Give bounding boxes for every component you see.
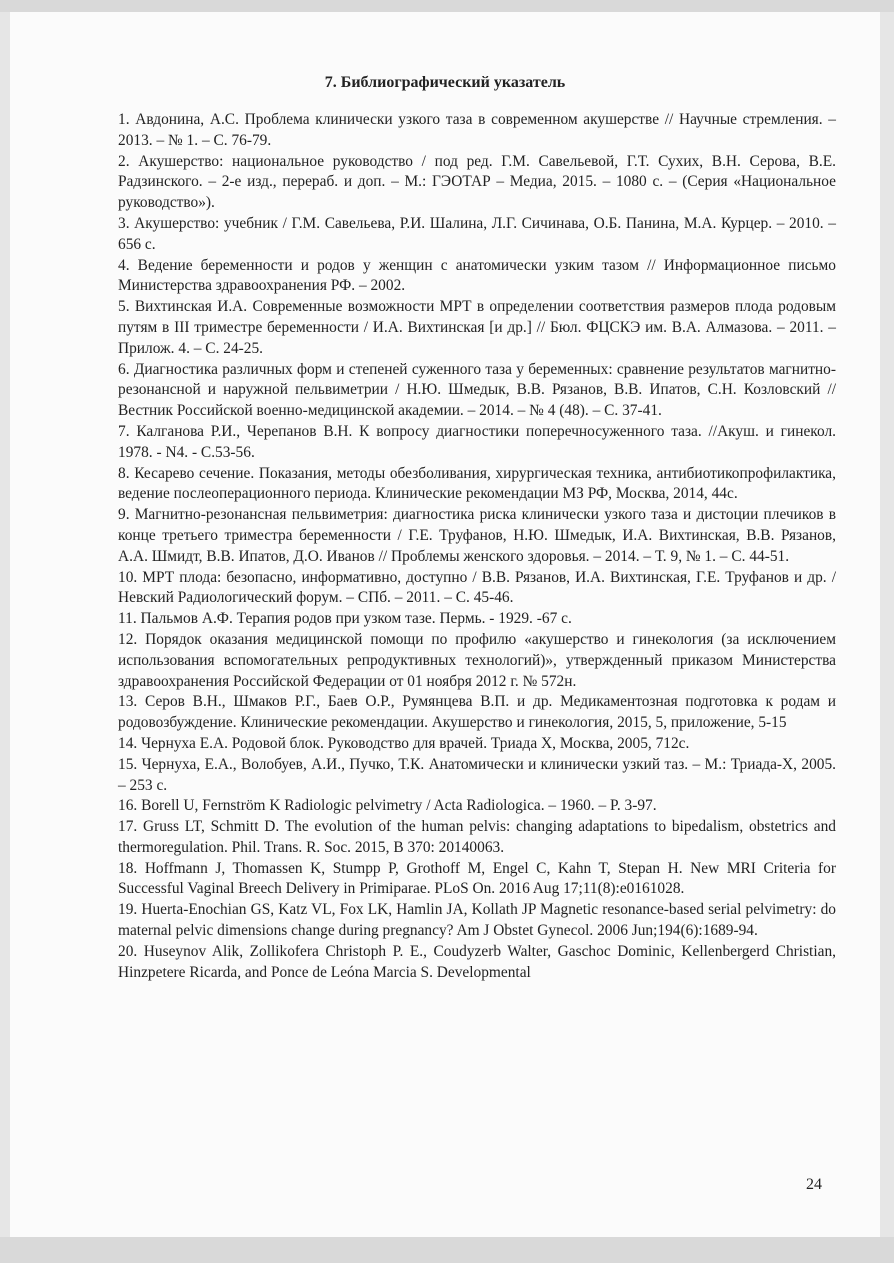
bibliography-entry: 11. Пальмов А.Ф. Терапия родов при узком тазе. Пермь. - 1929. -67 с. [118, 610, 572, 628]
bibliography-list [118, 110, 836, 983]
bibliography-entry: 1. Авдонина, А.С. Проблема клинически узкого таза в современном акушерстве // Научные стремления. – 2013. – № 1. – С. 76-79. [118, 111, 836, 149]
bibliography-entry: 5. Вихтинская И.А. Современные возможности МРТ в определении соответствия размеров плода родовым путям в III триместре беременности / И.А. Вихтинская [и др.] // Бюл. ФЦСКЭ им. В.А. Алмазова. – 2011. – Прилож. 4. – С. 24-25. [118, 298, 836, 357]
bibliography-entry: 12. Порядок оказания медицинской помощи по профилю «акушерство и гинекология (за исключением использования вспомогательных репродуктивных технологий)», утвержденный приказом Министерства здравоохранения Российской Федерации от 01 ноября 2012 г. № 572н. [118, 630, 836, 690]
section-heading: 7. Библиографический указатель [324, 74, 566, 91]
document-page [10, 12, 880, 1237]
bibliography-entry: 4. Ведение беременности и родов у женщин с анатомически узким тазом // Информационное письмо Министерства здравоохранения РФ. – 2002. [118, 256, 836, 295]
bibliography-entry: 7. Калганова Р.И., Черепанов В.Н. К вопросу диагностики поперечносуженного таза. //Акуш. и гинекол. 1978. - N4. - С.53-56. [118, 422, 836, 461]
bibliography-entry: 19. Huerta-Enochian GS, Katz VL, Fox LK, Hamlin JA, Kollath JP Magnetic resonance-based serial pelvimetry: do maternal pelvic dimensions change during pregnancy? Am J Obstet Gynecol. 2006 Jun;194(6):1689-94. [118, 901, 836, 940]
bibliography-entry: 17. Gruss LT, Schmitt D. The evolution of the human pelvis: changing adaptations to bipedalism, obstetrics and thermoregulation. Phil. Trans. R. Soc. 2015, B 370: 20140063. [118, 818, 836, 856]
bibliography-entry: 20. Huseynov Alik, Zollikofera Christoph P. E., Coudyzerb Walter, Gaschoc Dominic, Kellenbergerd Christian, Hinzpetere Ricarda, and Ponce de Leóna Marcia S. Developmental [118, 942, 836, 981]
scan-top-margin [0, 0, 894, 12]
scan-bottom-margin [0, 1237, 894, 1263]
bibliography-entry: 16. Borell U, Fernström K Radiologic pelvimetry / Acta Radiologica. – 1960. – P. 3-97. [118, 797, 657, 815]
bibliography-entry: 10. МРТ плода: безопасно, информативно, доступно / В.В. Рязанов, И.А. Вихтинская, Г.Е. Труфанов и др. / Невский Радиологический форум. – СПб. – 2011. – С. 45-46. [118, 568, 836, 607]
bibliography-entry: 8. Кесарево сечение. Показания, методы обезболивания, хирургическая техника, антибиотикопрофилактика, ведение послеоперационного периода. Клинические рекомендации МЗ РФ, Москва, 2014, 44с. [118, 464, 836, 503]
bibliography-entry: 6. Диагностика различных форм и степеней суженного таза у беременных: сравнение результатов магнитно-резонансной и наружной пельвиметрии / Н.Ю. Шмедык, В.В. Рязанов, В.В. Ипатов, С.Н. Козловский // Вестник Российской военно-медицинской академии. – 2014. – № 4 (48). – С. 37-41. [118, 360, 836, 420]
bibliography-entry: 18. Hoffmann J, Thomassen K, Stumpp P, Grothoff M, Engel C, Kahn T, Stepan H. New MRI Criteria for Successful Vaginal Breech Delivery in Primiparae. PLoS On. 2016 Aug 17;11(8):e0161028. [118, 859, 836, 898]
bibliography-entry: 15. Чернуха, Е.А., Волобуев, А.И., Пучко, Т.К. Анатомически и клинически узкий таз. – М.: Триада-Х, 2005. – 253 с. [118, 755, 836, 794]
page-number: 24 [806, 1176, 822, 1193]
bibliography-entry: 2. Акушерство: национальное руководство / под ред. Г.М. Савельевой, Г.Т. Сухих, В.Н. Серова, В.Е. Радзинского. – 2-е изд., перераб. и доп. – М.: ГЭОТАР – Медиа, 2015. – 1080 с. – (Серия «Национальное руководство»). [118, 152, 836, 212]
bibliography-entry: 14. Чернуха Е.А. Родовой блок. Руководство для врачей. Триада Х, Москва, 2005, 712с. [118, 734, 690, 752]
bibliography-entry: 13. Серов В.Н., Шмаков Р.Г., Баев О.Р., Румянцева В.П. и др. Медикаментозная подготовка к родам и родовозбуждение. Клинические рекомендации. Акушерство и гинекология, 2015, 5, приложение, 5-15 [118, 693, 836, 732]
bibliography-entry: 9. Магнитно-резонансная пельвиметрия: диагностика риска клинически узкого таза и дистоции плечиков в конце третьего триместра беременности / Г.Е. Труфанов, Н.Ю. Шмедык, И.А. Вихтинская, В.В. Рязанов, А.А. Шмидт, В.В. Ипатов, Д.О. Иванов // Проблемы женского здоровья. – 2014. – Т. 9, № 1. – С. 44-51. [118, 506, 836, 565]
bibliography-entry: 3. Акушерство: учебник / Г.М. Савельева, Р.И. Шалина, Л.Г. Сичинава, О.Б. Панина, М.А. Курцер. – 2010. – 656 с. [118, 214, 836, 253]
